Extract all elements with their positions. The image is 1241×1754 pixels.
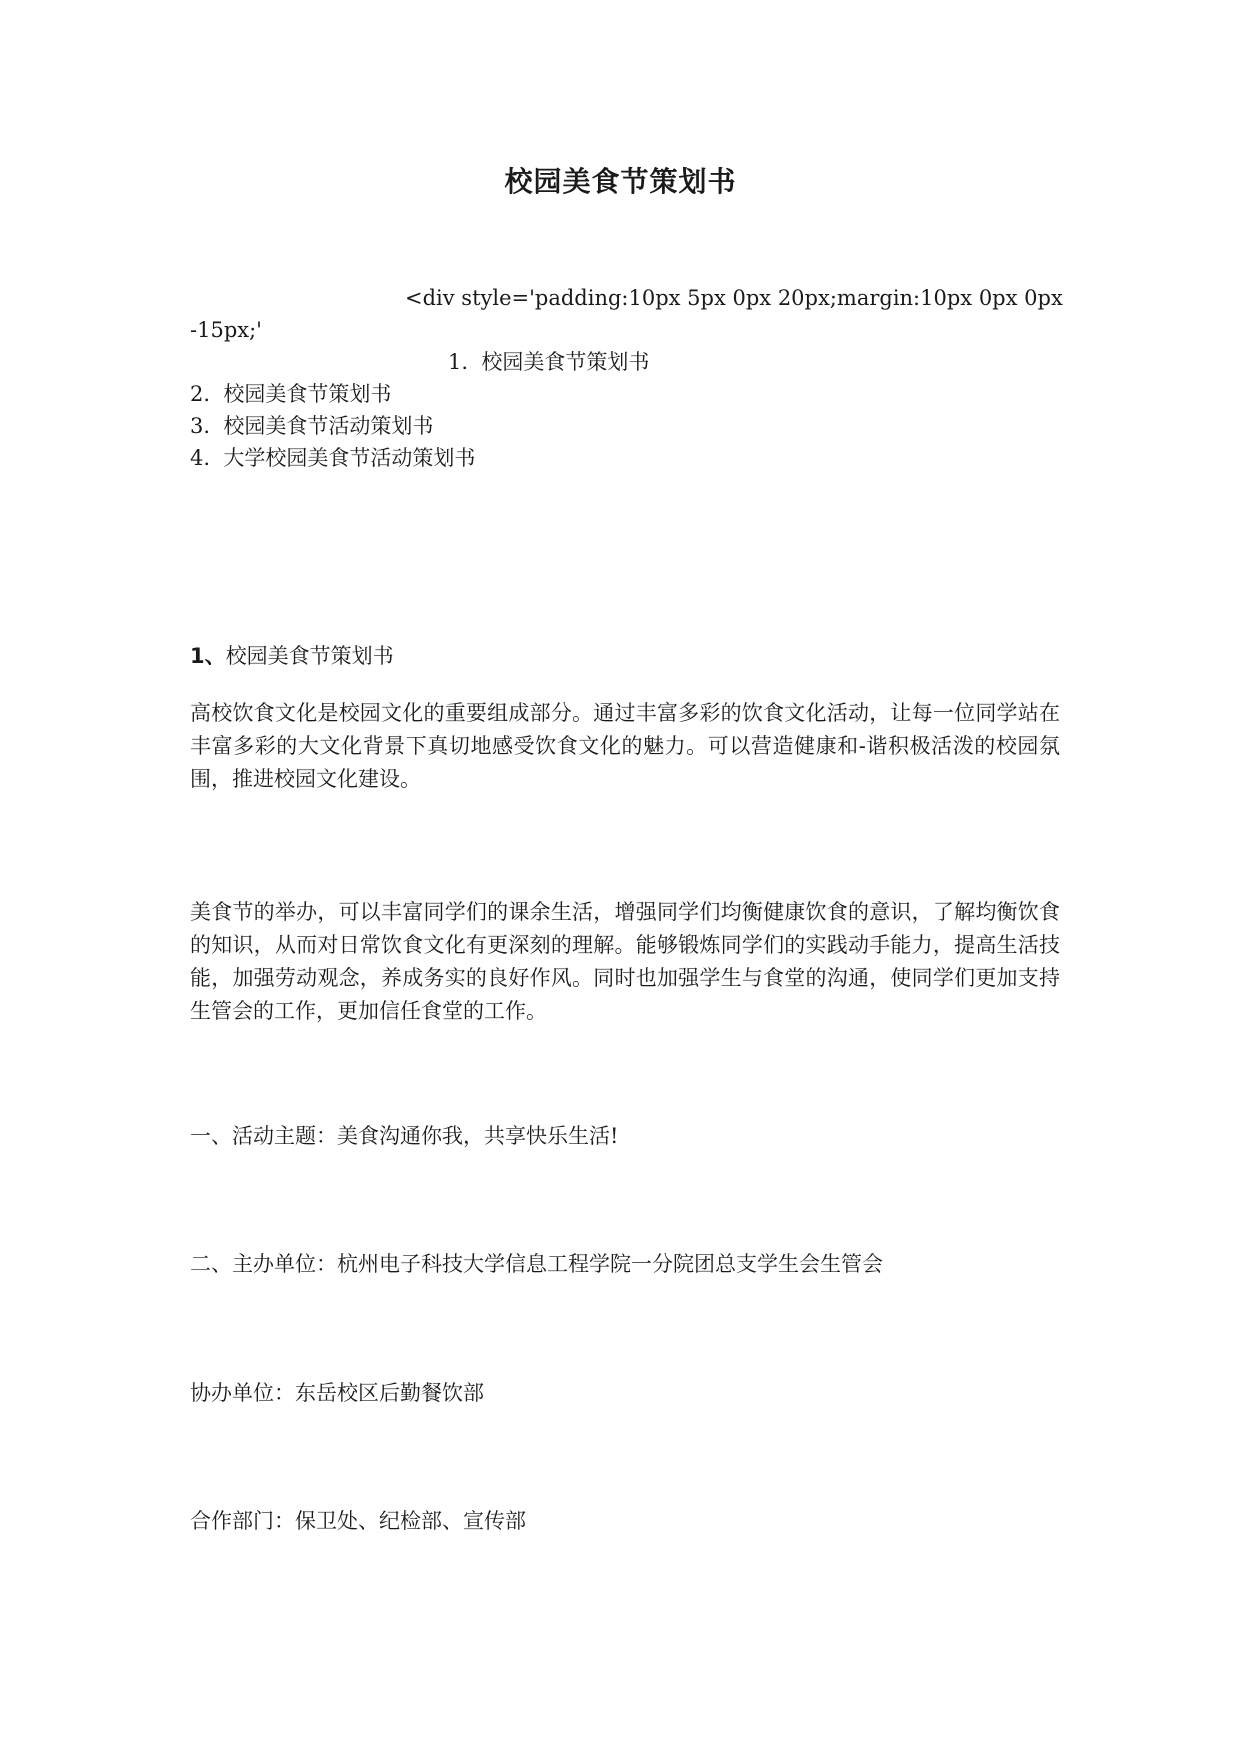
toc-item-3[interactable] (190, 410, 433, 442)
toc-item-number: 1. (448, 350, 469, 374)
code-text-line-1: <div style='padding:10px 5px 0px 20px;margin:10px 0px 0px (405, 286, 1063, 310)
toc-item-number: 4. (190, 446, 211, 470)
toc-item-1[interactable] (448, 346, 649, 378)
toc-item-label: 校园美食节策划书 (481, 350, 650, 374)
toc-item-label: 校园美食节活动策划书 (223, 414, 434, 438)
toc-item-number: 3. (190, 414, 211, 438)
host-organization-line: 二、主办单位：杭州电子科技大学信息工程学院一分院团总支学生会生管会 (190, 1252, 883, 1276)
toc-item-4[interactable] (190, 442, 475, 474)
section-1-title: 校园美食节策划书 (225, 644, 394, 668)
toc-item-label: 大学校园美食节活动策划书 (223, 446, 476, 470)
section-1-heading (190, 640, 394, 672)
toc-item-2[interactable] (190, 378, 391, 410)
paragraph-1: 高校饮食文化是校园文化的重要组成部分。通过丰富多彩的饮食文化活动，让每一位同学站在丰富多彩的大文化背景下真切地感受饮食文化的魅力。可以营造健康和-谐积极活泼的校园氛围，推进校园文化建设。 (190, 701, 1060, 791)
paragraph-2: 美食节的举办，可以丰富同学们的课余生活，增强同学们均衡健康饮食的意识，了解均衡饮食的知识，从而对日常饮食文化有更深刻的理解。能够锻炼同学们的实践动手能力，提高生活技能，加强劳动观念，养成务实的良好作风。同时也加强学生与食堂的沟通，使同学们更加支持生管会的工作，更加信任食堂的工作。 (190, 900, 1060, 1023)
code-text-line-2: -15px;' (190, 318, 262, 342)
section-1-number: 1、 (190, 644, 226, 668)
document-title: 校园美食节策划书 (504, 165, 737, 198)
co-organizer-line: 协办单位：东岳校区后勤餐饮部 (190, 1381, 484, 1405)
partner-departments-line: 合作部门：保卫处、纪检部、宣传部 (190, 1509, 526, 1533)
activity-theme-line: 一、活动主题：美食沟通你我，共享快乐生活! (190, 1124, 619, 1148)
toc-item-number: 2. (190, 382, 211, 406)
toc-item-label: 校园美食节策划书 (223, 382, 392, 406)
